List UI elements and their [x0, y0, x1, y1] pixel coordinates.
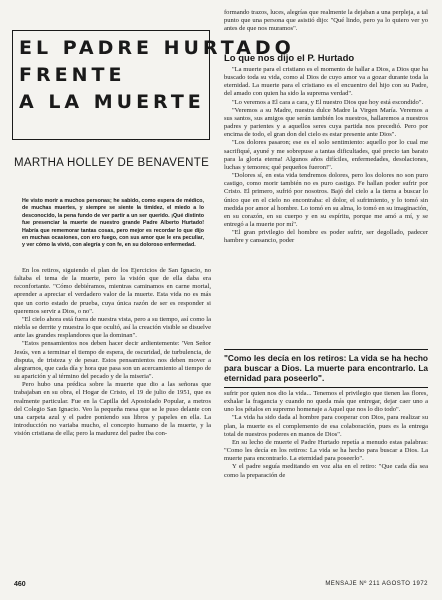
title-line-2: FRENTE [19, 64, 126, 86]
paragraph: "Veremos a su Madre, nuestra dulce Madre la Virgen María. Veremos a sus santos, sus amigos que serán también los nuestros, hallaremos a nuestros padres y parientes y a aquellos seres cuya partida nos precedió. Pero por encima de todo, el gran don del cielo es estar presente ante Dios". [224, 106, 428, 139]
section-subheading: Lo que nos dijo el P. Hurtado [224, 53, 355, 64]
article-intro: He visto morir a muchos personas; he sabido, como espera de médico, de muchas muertes, y siempre se siente la timidez, el miedo a lo desconocido, la pena fundo de ver partir a un ser querido. ¡Qué distinto fue presenciar la muerte de nuestro grande Padre Alberto Hurtado! Habría que rememorar tantas cosas, pero mejor es recordar lo que dijo en muchas ocasiones, con ero fuego, con sus amor que le era peculiar, y ver cómo la vivió, con alegría y con fe, en su doloroso enfermedad. [22, 198, 204, 249]
paragraph: "Los dolores pasaron; ese es el solo sentimiento: aquello por lo cual me sacrifiqué, ayuné y me sobrepuse a tantas dificultades, qué precio tan barato para la gloria eterna! Algunos años difíciles, enfermedades, desolaciones, luchas y temores; qué pequeños fueron!". [224, 139, 428, 171]
paragraph: "La muerte para el cristiano es el momento de hallar a Dios, a Dios que ha buscado toda su vida, como al Dios de cuyo amor va a gozar durante toda la eternidad. La muerte para el cristiano es el encuentro del hijo con su Padre, del amado con quien ha sido la suprema verdad". [224, 66, 428, 98]
pull-quote: "Como les decía en los retiros: La vida se ha hecho para buscar a Dios. La muerte para encontrarlo. La eternidad para poseerlo". [224, 349, 428, 388]
paragraph: sufrir por quien nos dio la vida... Tenemos el privilegio que tienen las flores, exhalar la fragancia y cuando no queda más que entregar, dejar caer uno a uno los pétalos en supremo homenaje a Aquel que nos lo dio todo". [224, 390, 428, 414]
title-line-1: EL PADRE HURTADO [19, 37, 295, 59]
paragraph: formando trazos, luces, alegrías que realmente la dejaban a una perpleja, a tal punto que una persona que asistió dijo: "Qué lindo, pero ya lo quiero ver yo antes de que nos muramos". [224, 9, 428, 33]
page-footer [14, 581, 428, 591]
paragraph: Y el padre seguía meditando en voz alta en el retiro: "Que cada día sea como la preparación de [224, 463, 428, 479]
paragraph: En los retiros, siguiendo el plan de los Ejercicios de San Ignacio, no faltaba el tema de la muerte, pero la visión que de ella daba era reconfortante. "Cómo debiéramos, mientras caminamos en carne mortal, aprender a apreciar el verdadero valor de la muerte. Esta vida no es más que un corto estado de prueba, cuya única razón de ser es responder si queremos servir a Dios, o no". [14, 267, 211, 315]
right-column-middle [224, 66, 428, 245]
magazine-issue: MENSAJE Nº 211 AGOSTO 1972 [325, 581, 428, 587]
paragraph: "Dolores sí, en esta vida tendremos dolores, pero los dolores no son puro castigo, como morir también no es puro castigo. Fe hallan poder sufrir por Cristo. El primero, sufrió por nosotros. Bajó del cielo a la tierra a buscar lo único que en el cielo no encontraba: el dolor, el sufrimiento, y lo tomó sin medida por amor al hombre. Lo tomó en su alma, lo tomó en su imaginación, en su corazón, en su cuerpo y en su espíritu, porque me amó a mí, y se entregó a la muerte por mí". [224, 172, 428, 228]
paragraph: "Lo veremos a El cara a cara, y El nuestro Dios que hoy está escondido". [232, 98, 424, 106]
left-column [14, 267, 211, 438]
right-column-bottom [224, 390, 428, 480]
right-column-top [224, 9, 428, 33]
paragraph: Pero hubo una prédica sobre la muerte que dio a las señoras que trabajaban en su obra, el Hogar de Cristo, el 19 de julio de 1951, que es realmente particular. Fue en la Capilla del Apostolado Popular, a metros del Colegio San Ignacio. Veo la pequeña mesa que se le puso delante con una carpeta azul y el padre poniendo sus libros y papeles en ella. La introducción no variaba mucho, el concepto humano de la muerte, y la visión cristiana de ella; pero la madurez del padre iba con- [14, 381, 211, 438]
paragraph: En su lecho de muerte el Padre Hurtado repetía a menudo estas palabras: "Como les decía en los retiros: La vida se ha hecho para buscar a Dios. La muerte para encontrarlo. La eternidad para poseerlo". [224, 438, 428, 463]
paragraph: "La vida ha sido dada al hombre para cooperar con Dios, para realizar su plan, la muerte es el complemento de esa colaboración, pues es la entrega total de nuestros poderes en manos de Dios". [224, 414, 428, 438]
paragraph: "El cielo ahora está fuera de nuestra vista, pero a su tiempo, así como la niebla se derrite y muestra lo que ocultó, así la creación visible se disuelve ante las grandes resplandores que la dominan". [14, 315, 211, 340]
title-line-3: A LA MUERTE [19, 91, 205, 113]
paragraph: "Estos pensamientos nos deben hacer decir ardientemente: 'Ven Señor Jesús, ven a terminar el tiempo de espera, de oscuridad, de turbulencia, de disputa, de tristeza y de pesar. Estos pensamientos nos deben mover a alegrarnos, que cada día y hora que pasa son un acercamiento al tiempo de su aparición y al término del pecado y de la miseria". [14, 340, 211, 381]
paragraph: "El gran privilegio del hombre es poder sufrir, ser degollado, padecer hambre y cansancio, poder [224, 229, 428, 245]
page-number: 460 [14, 581, 26, 588]
article-author: MARTHA HOLLEY DE BENAVENTE [14, 157, 210, 169]
